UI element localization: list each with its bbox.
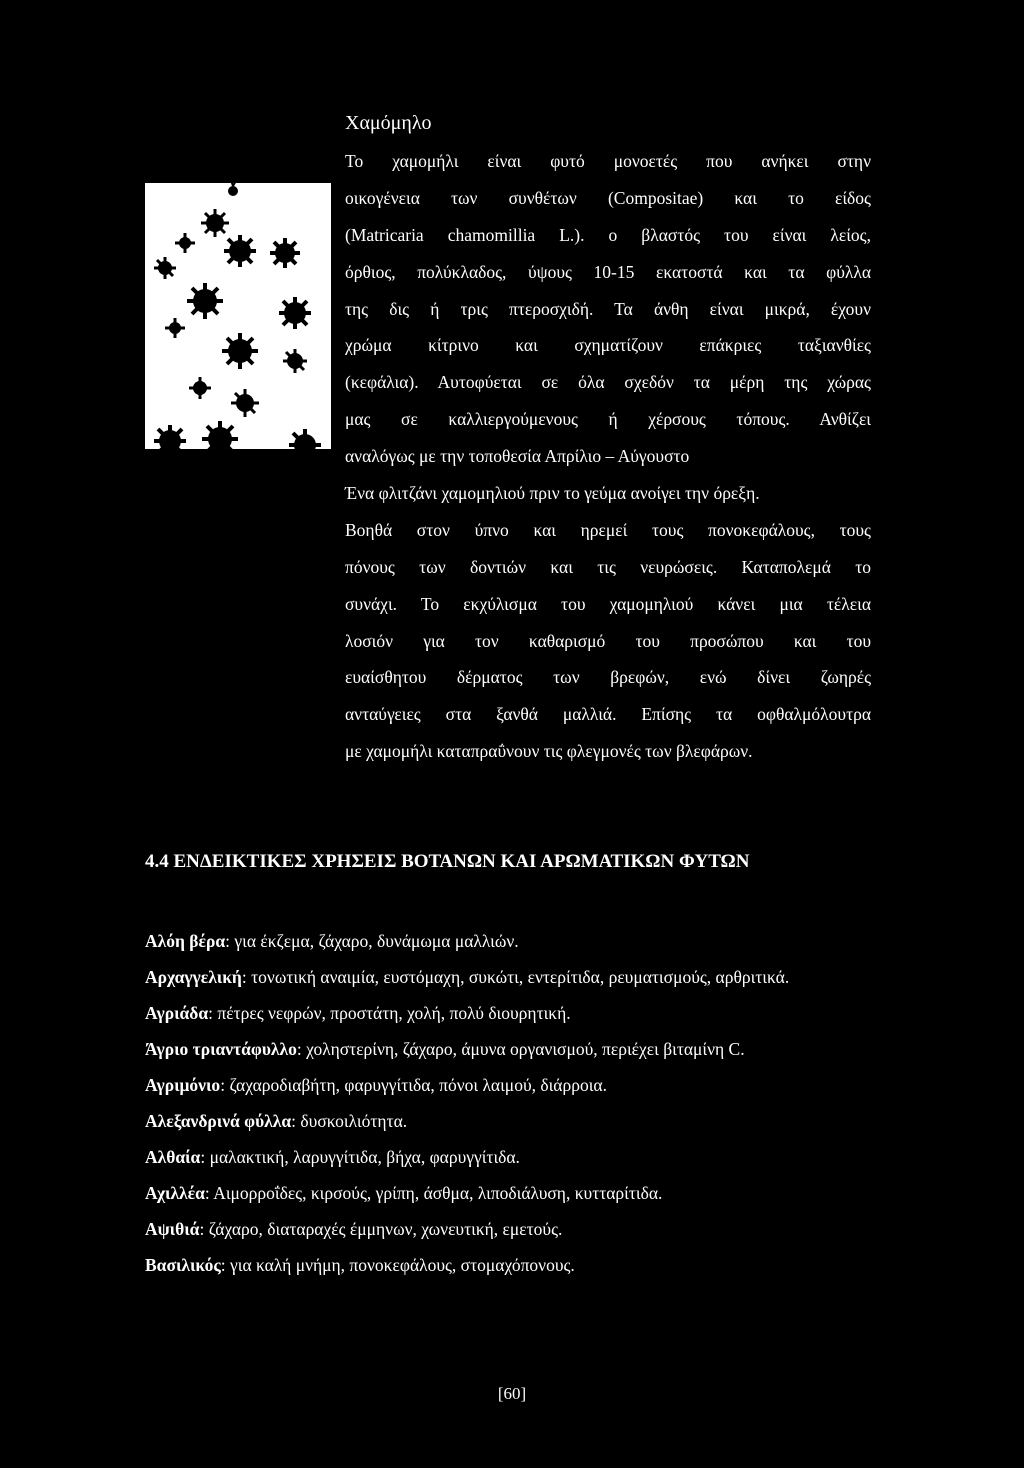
- description-line: όρθιος, πολύκλαδος, ύψους 10-15 εκατοστά και τα φύλλα: [345, 261, 871, 282]
- herb-uses: ζαχαροδιαβήτη, φαρυγγίτιδα, πόνοι λαιμού, διάρροια.: [229, 1075, 607, 1095]
- herb-entry: Αγριάδα: πέτρες νεφρών, προστάτη, χολή, πολύ διουρητική.: [145, 1003, 571, 1023]
- section-heading: 4.4 ΕΝΔΕΙΚΤΙΚΕΣ ΧΡΗΣΕΙΣ ΒΟΤΑΝΩΝ ΚΑΙ ΑΡΩΜΑΤΙΚΩΝ ΦΥΤΩΝ: [145, 851, 750, 872]
- herb-name: Αρχαγγελική: [145, 967, 242, 987]
- herb-uses: Αιμορροΐδες, κιρσούς, γρίπη, άσθμα, λιποδιάλυση, κυτταρίτιδα.: [213, 1183, 663, 1203]
- description-line: οικογένεια των συνθέτων (Compositae) και το είδος: [345, 187, 871, 208]
- herb-name: Αγριμόνιο: [145, 1075, 221, 1095]
- description-line: αναλόγως με την τοποθεσία Απρίλιο – Αύγουστο: [345, 446, 690, 467]
- description-line: (Matricaria chamomillia L.). ο βλαστός του είναι λείος,: [345, 224, 871, 245]
- description-line: με χαμομήλι καταπραΰνουν τις φλεγμονές των βλεφάρων.: [345, 741, 753, 762]
- herb-uses-list: [145, 923, 875, 1283]
- herb-name: Αγριάδα: [145, 1003, 209, 1023]
- herb-entry: Αλόη βέρα: για έκζεμα, ζάχαρο, δυνάμωμα μαλλιών.: [145, 931, 519, 951]
- description-line: μας σε καλλιεργούμενους ή χέρσους τόπους. Ανθίζει: [345, 409, 871, 430]
- herb-name: Αχιλλέα: [145, 1183, 205, 1203]
- description-line: (κεφάλια). Αυτοφύεται σε όλα σχεδόν τα μέρη της χώρας: [345, 372, 871, 393]
- herb-name: Βασιλικός: [145, 1255, 221, 1275]
- description-line: χρώμα κίτρινο και σχηματίζουν επάκριες ταξιανθίες: [345, 335, 871, 356]
- herb-name: Αψιθιά: [145, 1219, 200, 1239]
- chamomile-title: Χαμόμηλο: [345, 112, 432, 134]
- herb-name: Αλεξανδρινά φύλλα: [145, 1111, 292, 1131]
- herb-uses: πέτρες νεφρών, προστάτη, χολή, πολύ διουρητική.: [217, 1003, 571, 1023]
- herb-entry: Βασιλικός: για καλή μνήμη, πονοκεφάλους, στομαχόπονους.: [145, 1255, 575, 1275]
- herb-uses: τονωτική αναιμία, ευστόμαχη, συκώτι, εντερίτιδα, ρευματισμούς, αρθριτικά.: [251, 967, 790, 987]
- herb-entry: Αχιλλέα: Αιμορροΐδες, κιρσούς, γρίπη, άσθμα, λιποδιάλυση, κυτταρίτιδα.: [145, 1183, 663, 1203]
- description-line: Το χαμομήλι είναι φυτό μονοετές που ανήκει στην: [345, 151, 871, 171]
- description-line: Ένα φλιτζάνι χαμομηλιού πριν το γεύμα ανοίγει την όρεξη.: [345, 483, 760, 504]
- herb-entry: Αλθαία: μαλακτική, λαρυγγίτιδα, βήχα, φαρυγγίτιδα.: [145, 1147, 520, 1167]
- herb-uses: ζάχαρο, διαταραχές έμμηνων, χωνευτική, εμετούς.: [208, 1219, 563, 1239]
- herb-uses: μαλακτική, λαρυγγίτιδα, βήχα, φαρυγγίτιδα.: [209, 1147, 520, 1167]
- herb-entry: Άγριο τριαντάφυλλο: χοληστερίνη, ζάχαρο, άμυνα οργανισμού, περιέχει βιταμίνη C.: [145, 1039, 745, 1059]
- page-number: [60]: [497, 1384, 527, 1403]
- description-line: ανταύγειες στα ξανθά μαλλιά. Επίσης τα οφθαλμόλουτρα: [345, 704, 871, 725]
- description-line: συνάχι. Το εκχύλισμα του χαμομηλιού κάνει μια τέλεια: [345, 593, 871, 614]
- herb-entry: Αψιθιά: ζάχαρο, διαταραχές έμμηνων, χωνευτική, εμετούς.: [145, 1219, 563, 1239]
- herb-entry: Αλεξανδρινά φύλλα: δυσκοιλιότητα.: [145, 1111, 408, 1131]
- herb-name: Αλθαία: [145, 1147, 201, 1167]
- herb-name: Αλόη βέρα: [145, 931, 226, 951]
- herb-name: Άγριο τριαντάφυλλο: [145, 1039, 297, 1059]
- herb-uses: για έκζεμα, ζάχαρο, δυνάμωμα μαλλιών.: [234, 931, 519, 951]
- herb-entry: Αρχαγγελική: τονωτική αναιμία, ευστόμαχη, συκώτι, εντερίτιδα, ρευματισμούς, αρθριτικά.: [145, 967, 790, 987]
- chamomile-illustration: [145, 183, 331, 459]
- description-line: της δις ή τρις πτεροσχιδή. Τα άνθη είναι μικρά, έχουν: [345, 298, 871, 319]
- description-line: λοσιόν για τον καθαρισμό του προσώπου και του: [345, 630, 871, 651]
- herb-uses: δυσκοιλιότητα.: [300, 1111, 408, 1131]
- herb-entry: Αγριμόνιο: ζαχαροδιαβήτη, φαρυγγίτιδα, πόνοι λαιμού, διάρροια.: [145, 1075, 607, 1095]
- chamomile-description: [345, 143, 871, 770]
- description-line: Βοηθά στον ύπνο και ηρεμεί τους πονοκεφάλους, τους: [345, 519, 871, 540]
- herb-uses: χοληστερίνη, ζάχαρο, άμυνα οργανισμού, περιέχει βιταμίνη C.: [306, 1039, 745, 1059]
- description-line: ευαίσθητου δέρματος των βρεφών, ενώ δίνει ζωηρές: [345, 667, 871, 688]
- description-line: πόνους των δοντιών και τις νευρώσεις. Καταπολεμά το: [345, 556, 871, 577]
- herb-uses: για καλή μνήμη, πονοκεφάλους, στομαχόπονους.: [230, 1255, 575, 1275]
